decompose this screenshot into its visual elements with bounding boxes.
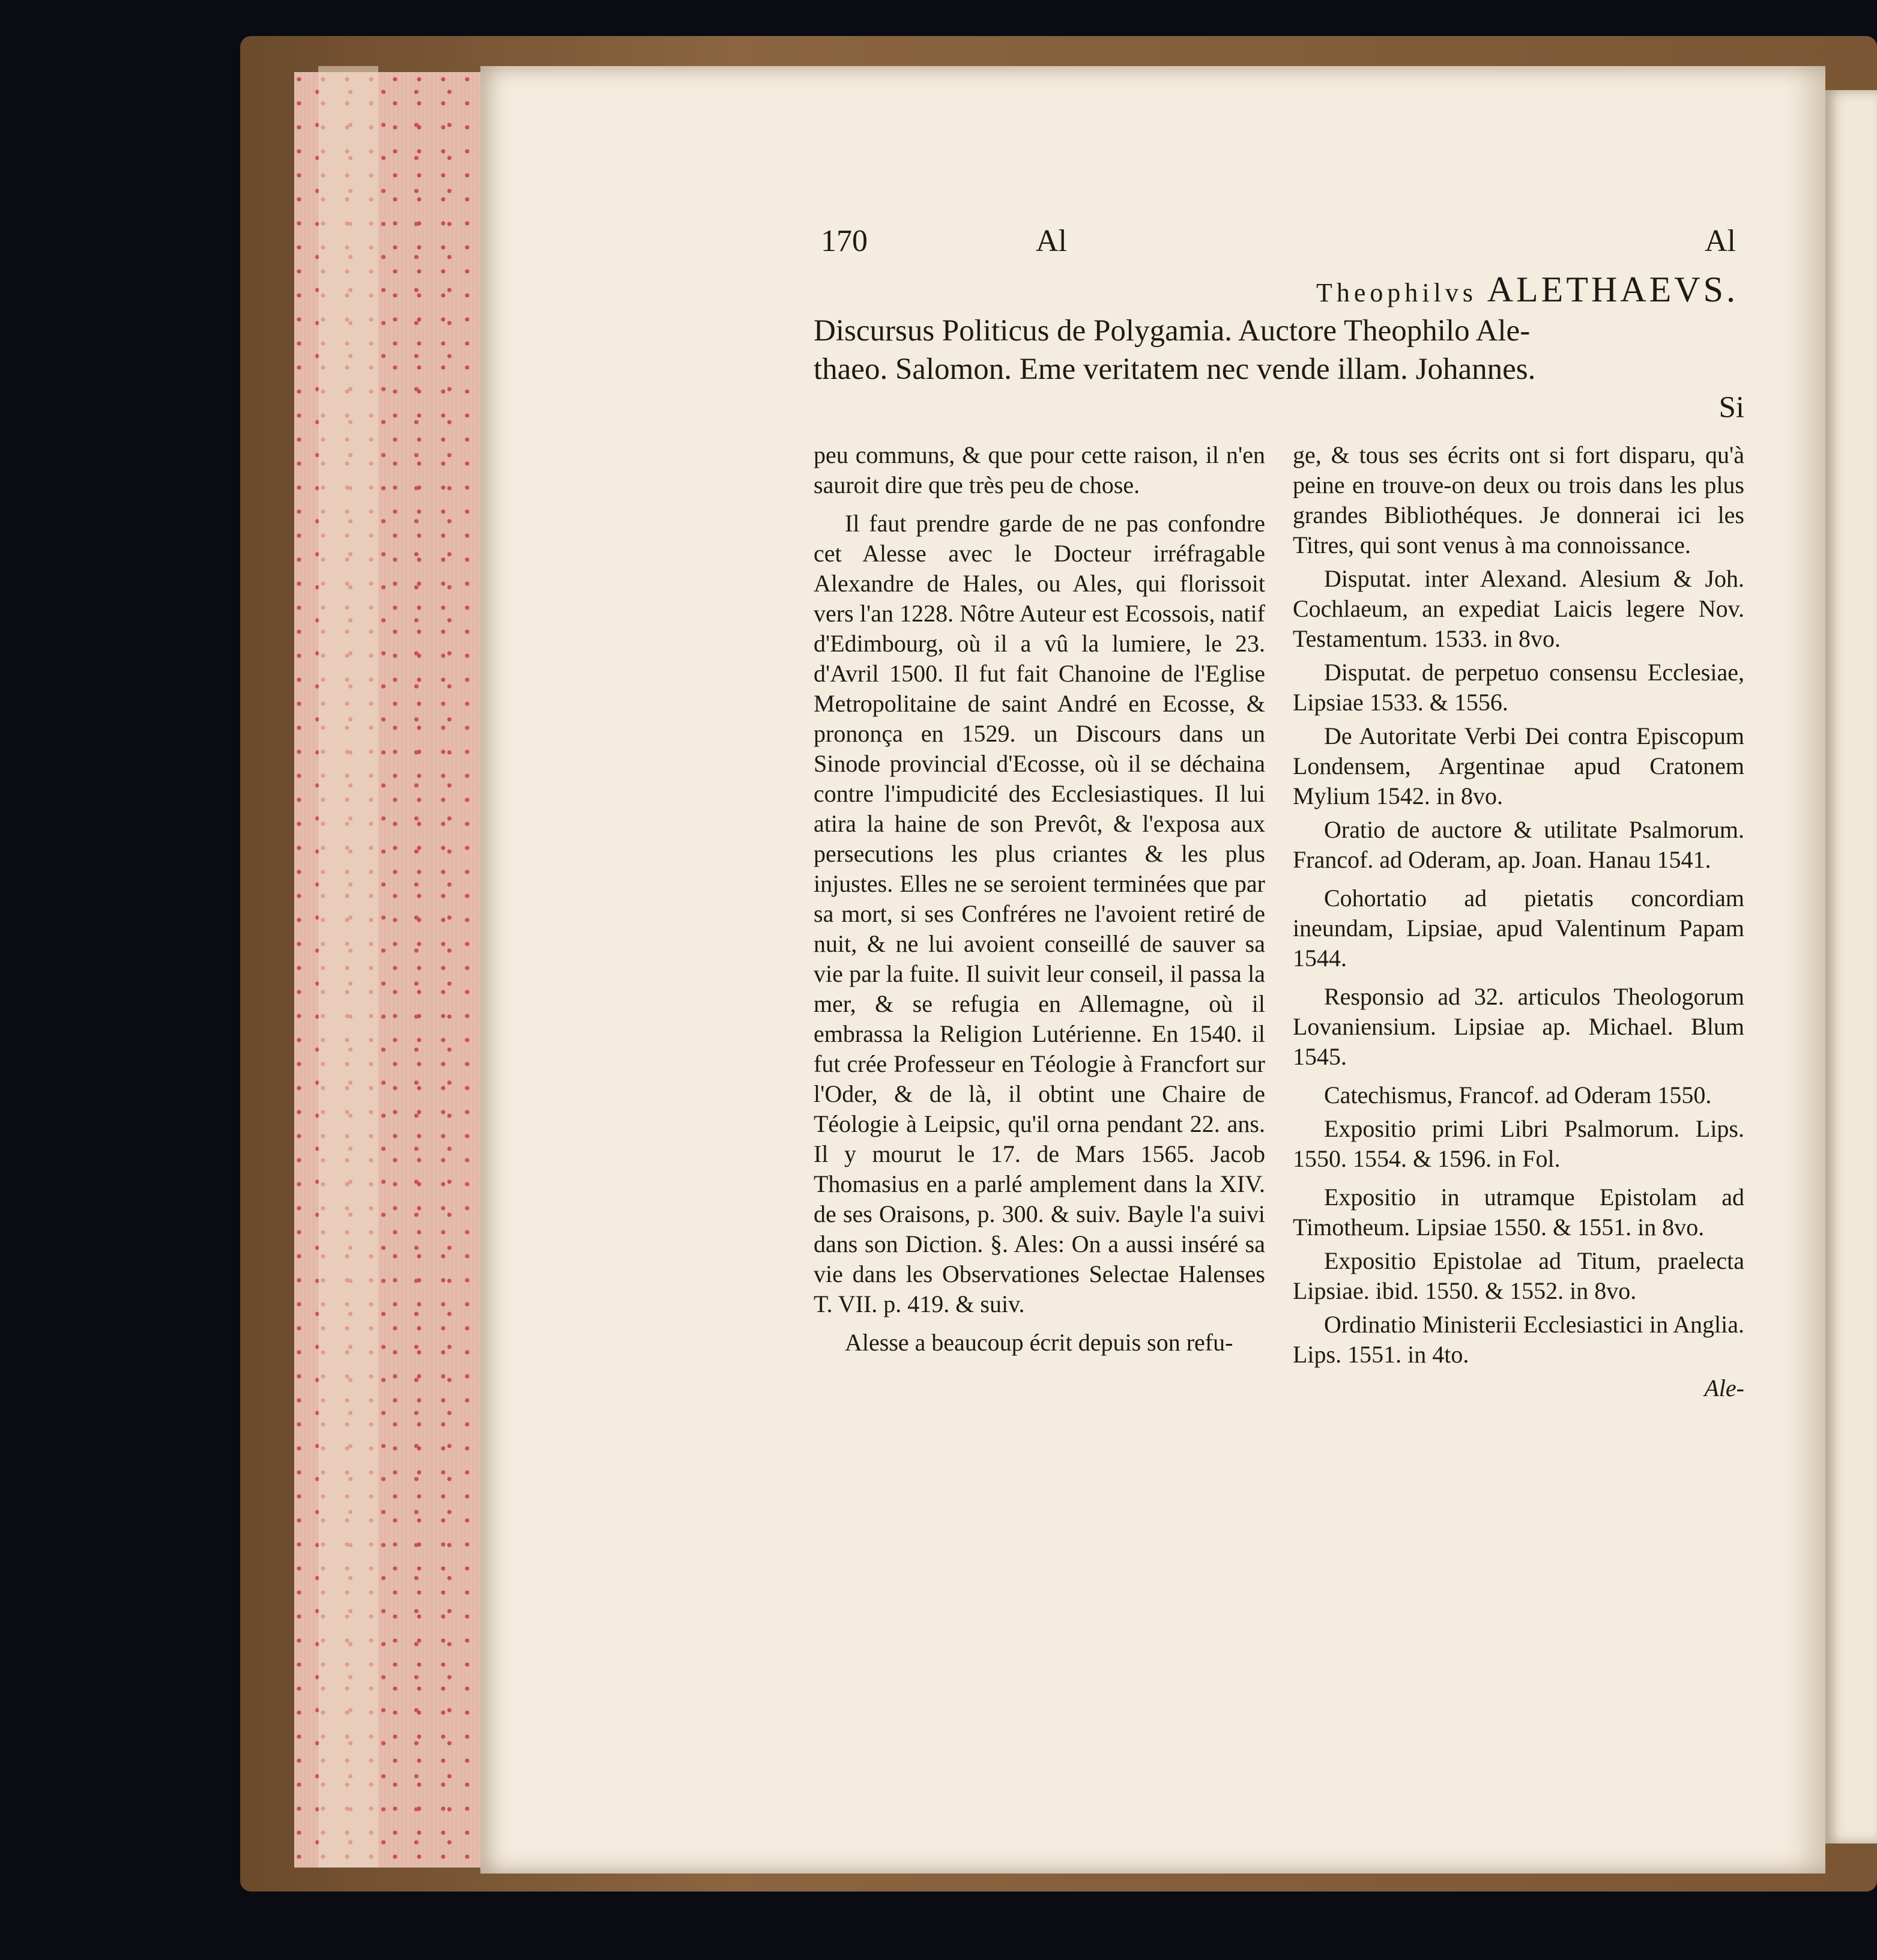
bibliography-entry: Catechismus, Francof. ad Oderam 1550. bbox=[1324, 1081, 1712, 1109]
page-number: 170 bbox=[821, 224, 868, 258]
facing-page-edge bbox=[1825, 90, 1877, 1844]
title-line-3: Si bbox=[1718, 391, 1744, 425]
catchword: Ale- bbox=[1704, 1375, 1744, 1402]
running-head-left-letters: Al bbox=[1036, 224, 1067, 258]
left-paragraph: Il faut prendre garde de ne pas confondre cet Alesse avec le Docteur irréfragable Alexandre de Hales, ou Ales, qui florissoit vers l'an 1228. Nôtre Auteur est Ecossois, natif d'Edimbourg, où il a vû la lumiere, le 23. d'Avril 1500. Il fut fait Chanoine de l'Eglise Metropolitaine de saint André en Ecosse, & prononça en 1529. un Discours dans un Sinode provincial d'Ecosse, où il se déchaina contre l'impudicité des Ecclesiastiques. Il lui atira la haine de son Prevôt, & l'exposa aux persecutions les plus criantes & les plus injustes. Elles ne se seroient terminées que par sa mort, si ses Confréres ne l'avoient retiré de nuit, & ne lui avoient conseillé de sauver sa vie par la fuite. Il suivit leur conseil, il passa la mer, & se refugia en Allemagne, où il embrassa la Religion Lutérienne. En 1540. il fut crée Professeur en Téologie à Francfort sur l'Oder, & de là, il obtint une Chaire de Téologie à Leipsic, qu'il orna pendant 22. ans. Il y mourut le 17. de Mars 1565. Jacob Thomasius en a parlé amplement dans la XIV. de ses Oraisons, p. 300. & suiv. Bayle l'a suivi dans son Diction. §. Ales: On a aussi inséré sa vie dans les Observationes Selectae Halenses T. VII. p. 419. & suiv. bbox=[814, 510, 1265, 1317]
bibliography-entry: Responsio ad 32. articulos Theologorum Lovaniensium. Lipsiae ap. Michael. Blum 1545. bbox=[1293, 983, 1744, 1070]
left-paragraph: peu communs, & que pour cette raison, il n'en sauroit dire que très peu de chose. bbox=[814, 441, 1265, 498]
page-edge-highlight bbox=[318, 66, 378, 1868]
bibliography-entry: Disputat. inter Alexand. Alesium & Joh. Cochlaeum, an expediat Laicis legere Nov. Testamentum. 1533. in 8vo. bbox=[1293, 565, 1744, 652]
bibliography-entry: Disputat. de perpetuo consensu Ecclesiae, Lipsiae 1533. & 1556. bbox=[1293, 659, 1744, 716]
page-text bbox=[814, 223, 1744, 1403]
two-columns bbox=[814, 440, 1744, 1403]
right-paragraph: ge, & tous ses écrits ont si fort disparu, qu'à peine en trouve-on deux ou trois dans les plus grandes Bibliothéques. Je donnerai ici les Titres, qui sont venus à ma connoissance. bbox=[1293, 441, 1744, 558]
entry-surname: ALETHAEVS. bbox=[1487, 270, 1738, 309]
title-line-2: thaeo. Salomon. Eme veritatem nec vende illam. Johannes. bbox=[814, 352, 1536, 386]
running-head-right-letters: Al bbox=[1705, 224, 1736, 258]
bibliography-entry: Ordinatio Ministerii Ecclesiastici in Anglia. Lips. 1551. in 4to. bbox=[1293, 1311, 1744, 1368]
bibliography-entry: Expositio primi Libri Psalmorum. Lips. 1550. 1554. & 1596. in Fol. bbox=[1293, 1115, 1744, 1172]
title-line-1: Discursus Politicus de Polygamia. Auctore Theophilo Ale- bbox=[814, 314, 1531, 348]
left-column bbox=[814, 440, 1265, 1403]
bibliography-entry: Expositio Epistolae ad Titum, praelecta Lipsiae. ibid. 1550. & 1552. in 8vo. bbox=[1293, 1247, 1744, 1304]
bibliography-entry: Cohortatio ad pietatis concordiam ineundam, Lipsiae, apud Valentinum Papam 1544. bbox=[1293, 885, 1744, 972]
entry-title bbox=[814, 269, 1738, 310]
running-head bbox=[814, 223, 1744, 265]
left-paragraph: Alesse a beaucoup écrit depuis son refu- bbox=[845, 1329, 1233, 1356]
right-column bbox=[1293, 440, 1744, 1403]
entry-first-name: Theophilvs bbox=[1316, 278, 1477, 307]
book-title-block bbox=[814, 312, 1744, 427]
bibliography-entry: Oratio de auctore & utilitate Psalmorum. Francof. ad Oderam, ap. Joan. Hanau 1541. bbox=[1293, 816, 1744, 873]
bibliography-entry: De Autoritate Verbi Dei contra Episcopum Londensem, Argentinae apud Cratonem Mylium 1542. in 8vo. bbox=[1293, 722, 1744, 809]
bibliography-entry: Expositio in utramque Epistolam ad Timotheum. Lipsiae 1550. & 1551. in 8vo. bbox=[1293, 1184, 1744, 1241]
